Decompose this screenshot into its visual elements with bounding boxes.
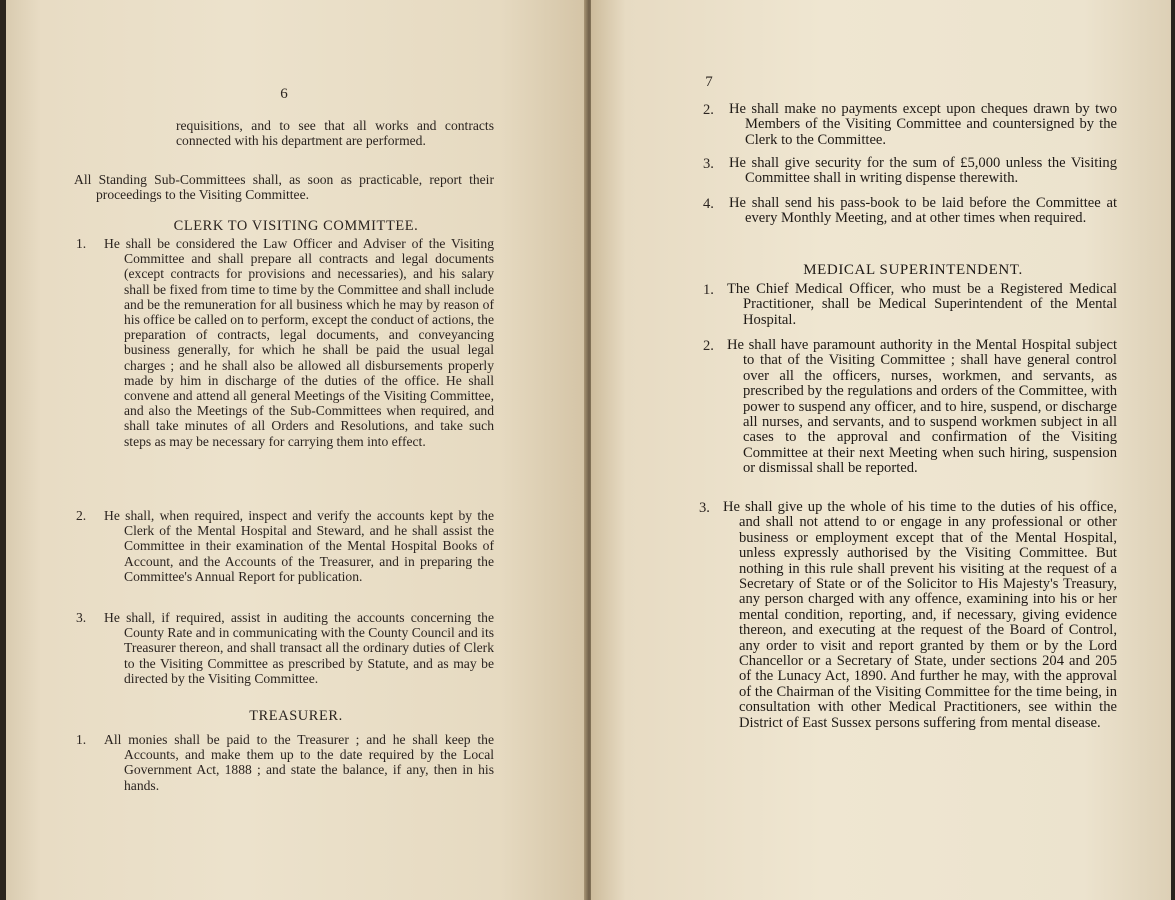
item-text: He shall give security for the sum of £5,000 unless the Visiting Committee shall in writing dispense therewith.: [729, 155, 1117, 187]
item-number: 2.: [703, 338, 714, 354]
left-page: [6, 0, 587, 900]
item-text: All monies shall be paid to the Treasurer ; and he shall keep the Accounts, and make them up to the date required by the Local Government Act, 1888 ; and state the balance, if any, then in his hands.: [104, 732, 494, 793]
treasurer-heading: TREASURER.: [249, 708, 343, 724]
item-text: He shall give up the whole of his time to the duties of his office, and shall not attend to or engage in any professional or other business or employment except that of the Mental Hospital, unless expressly authorised by the Visiting Committee. But nothing in this rule shall prevent his visiting at the request of a Secretary of State or of the Solicitor to His Majesty's Treasury, any person charged with any offence, examining into his or her mental condition, reporting, and, if necessary, giving evidence thereon, and executing at the request of the Board of Control, any order to visit and report granted by them or by the Lord Chancellor or a Secretary of State, under sections 204 and 205 of the Lunacy Act, 1890. And further he may, with the approval of the Chairman of the Visiting Committee for the time being, in consultation with other Medical Practitioners, see within the District of East Sussex persons suffering from mental disease.: [723, 499, 1117, 731]
item-text: He shall, if required, assist in auditing the accounts concerning the County Rate and in communicating with the County Council and its Treasurer thereon, and shall transact all the ordinary duties of Clerk to the Visiting Committee as prescribed by Statute, and as may be directed by the Visiting Committee.: [104, 610, 495, 686]
item-number: 3.: [699, 500, 710, 516]
item-number: 1.: [76, 732, 87, 747]
item-number: 4.: [703, 196, 714, 212]
item-number: 3.: [76, 610, 87, 625]
item-number: 1.: [76, 236, 87, 251]
right-page: [591, 0, 1171, 900]
page-number: 6: [280, 86, 288, 102]
page-number: 7: [705, 74, 713, 90]
item-number: 3.: [703, 156, 714, 172]
item-text: The Chief Medical Officer, who must be a Registered Medical Practitioner, shall be Medical Superintendent of the Mental Hospital.: [727, 281, 1117, 328]
clerk-heading: CLERK TO VISITING COMMITTEE.: [173, 218, 419, 234]
item-text: He shall make no payments except upon cheques drawn by two Members of the Visiting Committee and countersigned by the Clerk to the Committee.: [729, 101, 1117, 148]
item-text: He shall have paramount authority in the Mental Hospital subject to that of the Visiting Committee ; shall have general control over all the officers, nurses, workmen, and servants, as prescribed by the regulations and orders of the Committee, with power to suspend any officer, and to hire, suspend, or discharge all nurses, and servants, and to suspend workmen subject in all cases to the approval and confirmation of the Visiting Committee at their next Meeting when such hiring, suspension or dismissal shall be reported.: [727, 337, 1117, 477]
item-text: He shall send his pass-book to be laid before the Committee at every Monthly Meeting, and at other times when required.: [729, 195, 1117, 227]
item-text: He shall be considered the Law Officer and Adviser of the Visiting Committee and shall prepare all contracts and legal documents (except contracts for provisions and necessaries), and his salary shall be fixed from time to time by the Committee and shall include and be the remuneration for all business which he may by reason of his office be called on to perform, except the conduct of actions, the preparation of contracts, legal documents, and conveyancing business generally, for which he shall be paid the usual legal charges ; and he shall also be allowed all disbursements properly made by him in discharge of the duties of the office. He shall convene and attend all general Meetings of the Visiting Committee, and also the Meetings of the Sub-Committees when required, and shall take minutes of all Orders and Resolutions, and take such steps as may be necessary for carrying them into effect.: [104, 236, 494, 449]
item-number: 2.: [703, 102, 714, 118]
standing-committees-paragraph: All Standing Sub-Committees shall, as soon as practicable, report their proceedings to the Visiting Committee.: [74, 172, 494, 203]
item-number: 1.: [703, 282, 714, 298]
item-number: 2.: [76, 508, 87, 523]
medical-superintendent-heading: MEDICAL SUPERINTENDENT.: [803, 262, 1023, 278]
opening-paragraph: requisitions, and to see that all works and contracts connected with his department are performed.: [176, 118, 494, 149]
item-text: He shall, when required, inspect and verify the accounts kept by the Clerk of the Mental Hospital and Steward, and he shall assist the Committee in their examination of the Mental Hospital Books of Account, and the Accounts of the Treasurer, and in preparing the Committee's Annual Report for publication.: [104, 508, 494, 584]
